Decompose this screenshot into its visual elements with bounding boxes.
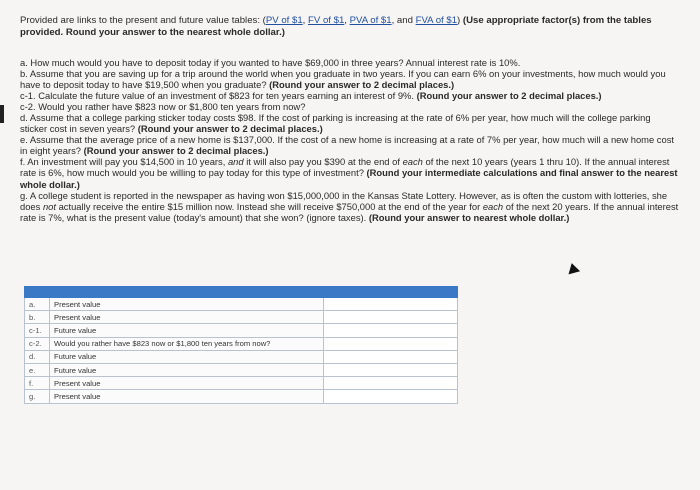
row-label: e. bbox=[25, 363, 50, 376]
question-g-text: of the next 20 years. If the annual interest rate is 7%, what is the present value (today's amount) that she won? (ignore taxes). bbox=[20, 200, 679, 223]
question-g-rounding: (Round your answer to nearest whole dollar.) bbox=[366, 211, 570, 223]
question-f-text: f. An investment will pay you $14,500 in 10 years, bbox=[20, 156, 228, 168]
question-b-text: b. Assume that you are saving up for a trip around the world when you graduate in two years. If you can earn 6% on your investments, how much would you have to deposit today to have $19,500 when you graduate? bbox=[20, 68, 666, 91]
header-cell bbox=[50, 287, 324, 298]
row-description: Would you rather have $823 now or $1,800 ten years from now? bbox=[50, 337, 324, 350]
answer-input[interactable] bbox=[324, 350, 458, 363]
question-d-rounding: (Round your answer to 2 decimal places.) bbox=[135, 123, 323, 135]
fva-table-link[interactable]: FVA of $1 bbox=[415, 15, 458, 26]
answer-table bbox=[24, 286, 458, 404]
row-label: a. bbox=[25, 298, 50, 311]
question-f-emphasis: each bbox=[402, 156, 423, 168]
question-f-rounding: (Round your intermediate calculations and final answer to the nearest whole dollar.) bbox=[20, 167, 678, 190]
question-c2 bbox=[20, 101, 680, 112]
intro-sep: , and bbox=[391, 15, 416, 26]
question-f-emphasis: and bbox=[227, 156, 244, 168]
row-description: Present value bbox=[50, 311, 324, 324]
rounding-instruction: (Use appropriate factor(s) from the tables provided. Round your answer to the nearest whole dollar.) bbox=[20, 15, 652, 39]
table-row bbox=[25, 377, 458, 390]
answer-input[interactable] bbox=[324, 324, 458, 337]
question-g bbox=[20, 190, 680, 223]
question-c1-text: c-1. Calculate the future value of an investment of $823 for ten years earning an interest of 9%. bbox=[20, 90, 414, 102]
table-row bbox=[25, 390, 458, 403]
question-e bbox=[20, 134, 680, 156]
intro-close: ) bbox=[457, 15, 461, 26]
row-description: Future value bbox=[50, 324, 324, 337]
question-g-text: g. A college student is reported in the newspaper as having won $15,000,000 in the Kansas State Lottery. However, as is often the custom with lotteries, she does bbox=[20, 189, 668, 212]
row-description: Present value bbox=[50, 298, 324, 311]
question-c1-rounding: (Round your answer to 2 decimal places.) bbox=[413, 90, 602, 102]
question-f-text: it will also pay you $390 at the end of bbox=[243, 156, 403, 168]
question-f-text: of the next 10 years (years 1 thru 10). If the annual interest rate is 6%, how much would you be willing to pay today for this type of investment? bbox=[20, 156, 670, 179]
answer-input[interactable] bbox=[324, 390, 458, 403]
intro-text: Provided are links to the present and future value tables: ( bbox=[20, 15, 266, 26]
question-f bbox=[20, 156, 680, 189]
question-d-text: d. Assume that a college parking sticker today costs $98. If the cost of parking is increasing at the rate of 6% per year, how much will the college parking sticker cost in seven years? bbox=[20, 112, 651, 135]
question-a bbox=[20, 57, 680, 68]
row-description: Future value bbox=[50, 363, 324, 376]
header-cell bbox=[324, 287, 458, 298]
row-label: b. bbox=[25, 311, 50, 324]
answer-select[interactable] bbox=[324, 337, 458, 350]
table-row bbox=[25, 363, 458, 376]
row-label: g. bbox=[25, 390, 50, 403]
question-e-rounding: (Round your answer to 2 decimal places.) bbox=[80, 145, 269, 157]
question-list bbox=[20, 57, 680, 223]
fv-table-link[interactable]: FV of $1 bbox=[308, 15, 345, 26]
question-d bbox=[20, 112, 680, 134]
answer-input[interactable] bbox=[324, 377, 458, 390]
question-c2-text: c-2. Would you rather have $823 now or $1,800 ten years from now? bbox=[20, 101, 306, 113]
instructions bbox=[20, 15, 680, 40]
mouse-cursor-icon bbox=[566, 262, 580, 275]
question-a-text: a. How much would you have to deposit today if you wanted to have $69,000 in three years? Annual interest rate is 10%. bbox=[20, 57, 521, 68]
row-label: c-1. bbox=[25, 324, 50, 337]
answer-input[interactable] bbox=[324, 363, 458, 376]
left-edge-marker bbox=[0, 105, 4, 123]
table-row bbox=[25, 324, 458, 337]
table-row bbox=[25, 311, 458, 324]
row-description: Future value bbox=[50, 350, 324, 363]
row-label: d. bbox=[25, 350, 50, 363]
row-description: Present value bbox=[50, 377, 324, 390]
question-c1 bbox=[20, 90, 680, 101]
row-description: Present value bbox=[50, 390, 324, 403]
row-label: f. bbox=[25, 377, 50, 390]
intro-sep: , bbox=[344, 15, 350, 26]
question-g-text: actually receive the entire $15 million now. Instead she will receive $750,000 at the end of the year for bbox=[55, 200, 483, 212]
header-cell bbox=[25, 287, 50, 298]
question-e-text: e. Assume that the average price of a new home is $137,000. If the cost of a new home is increasing at a rate of 7% per year, how much will a new home cost in eight years? bbox=[20, 134, 675, 157]
pv-table-link[interactable]: PV of $1 bbox=[265, 15, 303, 26]
question-b bbox=[20, 68, 680, 90]
table-row bbox=[25, 350, 458, 363]
answer-input[interactable] bbox=[324, 298, 458, 311]
answer-input[interactable] bbox=[324, 311, 458, 324]
answer-table-header bbox=[25, 287, 458, 298]
question-b-rounding: (Round your answer to 2 decimal places.) bbox=[266, 79, 455, 91]
question-g-emphasis: each bbox=[482, 200, 504, 212]
row-label: c-2. bbox=[25, 337, 50, 350]
table-row bbox=[25, 298, 458, 311]
question-g-emphasis: not bbox=[42, 200, 56, 212]
intro-sep: , bbox=[302, 15, 309, 26]
table-row bbox=[25, 337, 458, 350]
pva-table-link[interactable]: PVA of $1 bbox=[349, 15, 392, 26]
